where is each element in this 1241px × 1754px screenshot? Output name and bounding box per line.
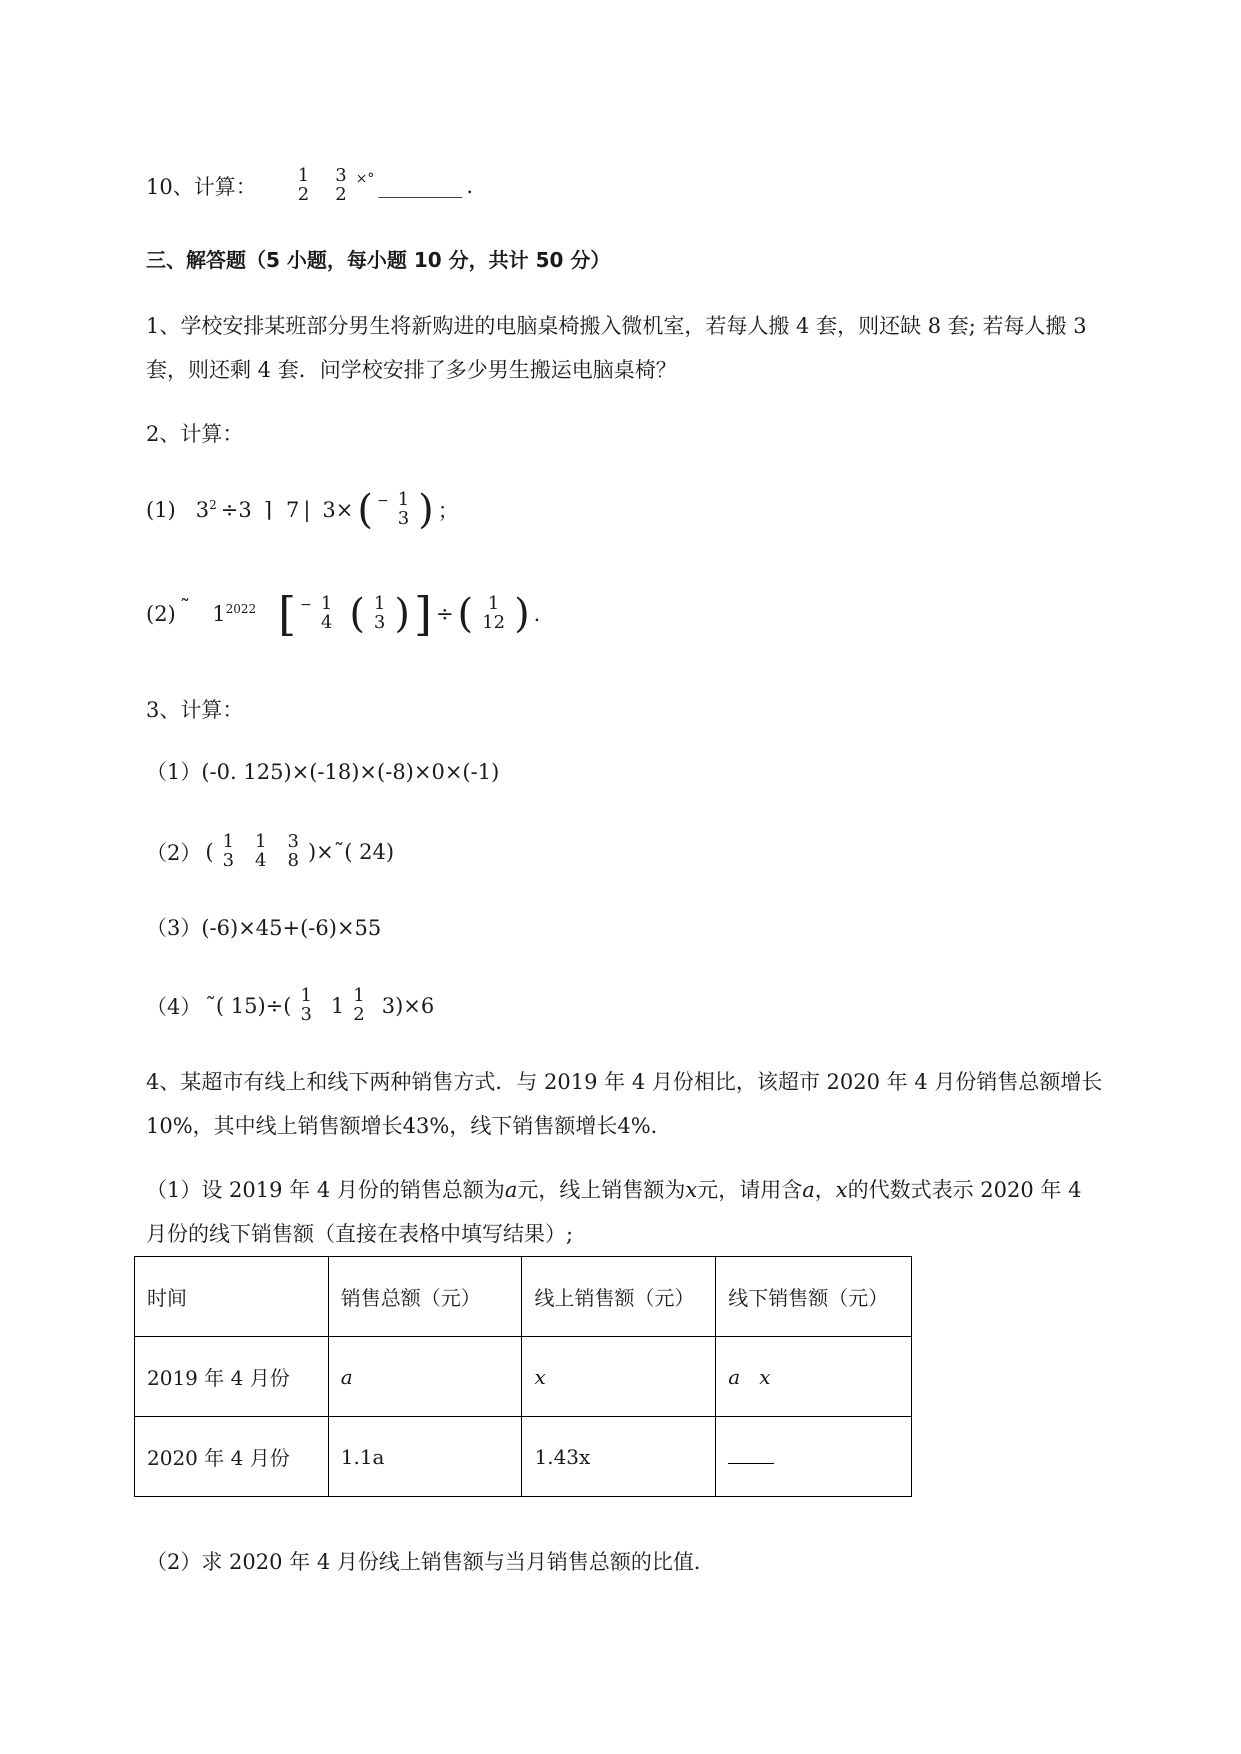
problem-3-item-2-fraction-2: 1 4: [255, 831, 267, 871]
problem-3-item-2: （2） ( 1 3 1 4 3 8 )×˜( 24): [146, 831, 395, 871]
table-cell-answer-blank[interactable]: [716, 1417, 912, 1497]
problem-4-sub-2: （2）求 2020 年 4 月份线上销售额与当月销售总额的比值．: [146, 1550, 715, 1574]
q10-line: [146, 164, 473, 208]
q10-answer-blank: ________: [378, 174, 463, 198]
section-heading: 三、解答题（5 小题，每小题 10 分，共计 50 分）: [146, 248, 611, 272]
answer-blank-line: [728, 1445, 774, 1464]
problem-4-line-1: 4、某超市有线上和线下两种销售方式．与 2019 年 4 月份相比，该超市 2020 年 4 月份销售总额增长: [146, 1070, 1103, 1094]
q10-label: 10、计算：: [146, 175, 257, 199]
table-header-row: [135, 1257, 912, 1337]
table-header-cell: 线上销售额（元）: [522, 1257, 716, 1337]
problem-3-item-4: （4） ˜( 15)÷( 1 3 1 1 2 3)×6: [146, 985, 435, 1025]
problem-3-item-2-fraction-3: 3 8: [287, 831, 299, 871]
table-cell: 1.43x: [522, 1417, 716, 1497]
q10-period: .: [466, 174, 474, 198]
problem-3-item-1: （1）(-0. 125)×(-18)×(-8)×0×(-1): [146, 760, 500, 784]
q10-fraction-2: 3 2: [335, 165, 347, 205]
problem-2-item-2-fraction-1: 1 4: [320, 593, 333, 633]
problem-4-sub-1-line-1: （1）设 2019 年 4 月份的销售总额为a元，线上销售额为x元，请用含a，x的代数式表示 2020 年 4: [146, 1178, 1082, 1202]
problem-3-item-3: （3）(-6)×45+(-6)×55: [146, 916, 382, 940]
q10-fraction-1: 1 2: [297, 165, 310, 205]
problem-1-line-2: 套，则还剩 4 套．问学校安排了多少男生搬运电脑桌椅？: [146, 358, 677, 382]
problem-4-line-2: 10%，其中线上销售额增长43%，线下销售额增长4%．: [146, 1114, 672, 1138]
q10-operator: ×°: [355, 171, 375, 187]
problem-2-item-2-fraction-2: 1 3: [373, 593, 386, 633]
table-row: [135, 1337, 912, 1417]
problem-2-item-2-fraction-3: 1 12: [482, 593, 506, 633]
problem-2-label: 2、计算：: [146, 422, 244, 446]
table-cell: a x: [716, 1337, 912, 1417]
table-cell: 2019 年 4 月份: [135, 1337, 329, 1417]
table-row: [135, 1417, 912, 1497]
problem-4-sub-1-line-2: 月份的线下销售额（直接在表格中填写结果）;: [146, 1222, 574, 1246]
table-cell: a: [328, 1337, 522, 1417]
table-header-cell: 线下销售额（元）: [716, 1257, 912, 1337]
problem-2-item-1-fraction: 1 3: [397, 489, 410, 529]
problem-2-item-1: (1) $3^2$ ÷3 ⌉ 7 | 3× ( − 1 3 ) ；: [146, 487, 459, 533]
table-header-cell: 销售总额（元）: [328, 1257, 522, 1337]
problem-3-label: 3、计算：: [146, 698, 244, 722]
problem-3-item-4-fraction-2: 1 2: [353, 985, 365, 1025]
problem-1-line-1: 1、学校安排某班部分男生将新购进的电脑桌椅搬入微机室，若每人搬 4 套，则还缺 8 套; 若每人搬 3: [146, 314, 1087, 338]
problem-3-item-2-fraction-1: 1 3: [222, 831, 235, 871]
table-header-cell: 时间: [135, 1257, 329, 1337]
table-cell: x: [522, 1337, 716, 1417]
problem-3-item-4-fraction-1: 1 3: [300, 985, 312, 1025]
sales-table: [134, 1256, 912, 1497]
table-cell: 1.1a: [328, 1417, 522, 1497]
problem-2-item-2: (2) ˜ $1^{2022}$ [ − 1 4 ( 1 3 ) ] ÷ ( 1 12 ) .: [146, 587, 541, 641]
table-cell: 2020 年 4 月份: [135, 1417, 329, 1497]
